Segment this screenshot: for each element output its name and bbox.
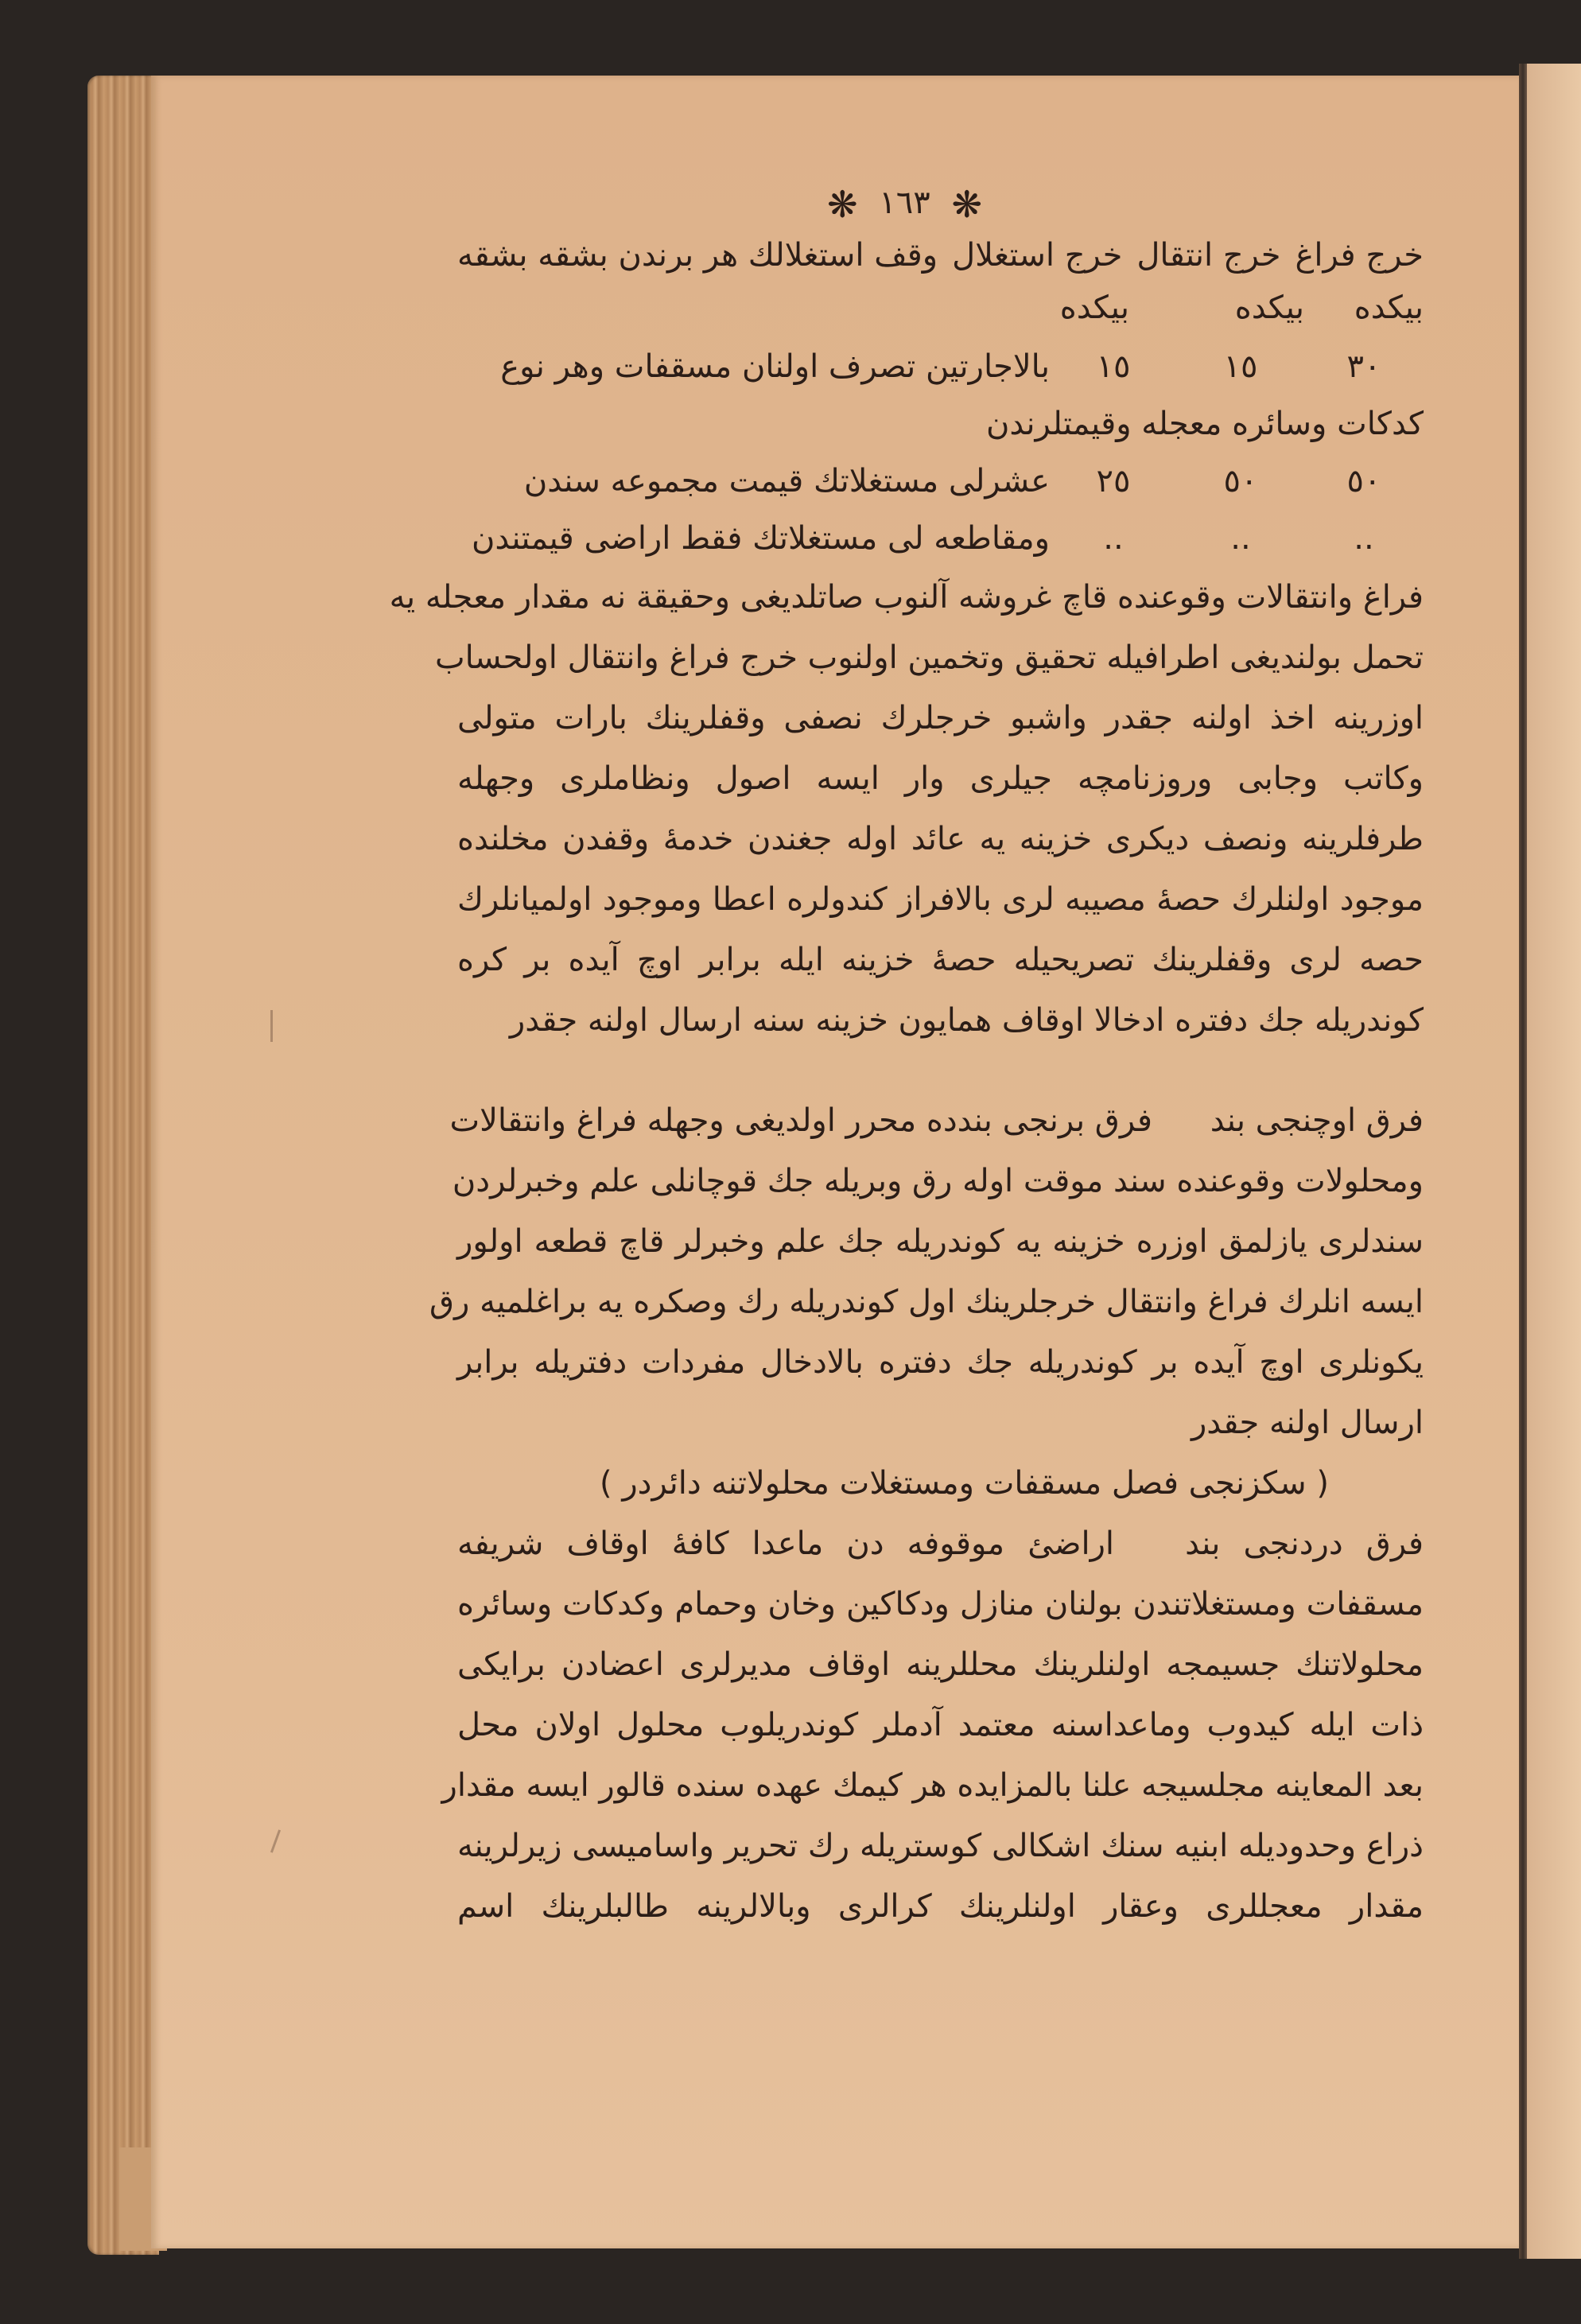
cell-faragh: ..	[1354, 520, 1374, 557]
text-line: مقدار معجللرى وعقار اولنلرينك كرالرى وبالالرينه طالبلرينك اسم	[457, 1888, 1424, 1925]
ornament-icon: ❋	[827, 183, 858, 226]
clause-label: فرق اوچنجى بند	[1210, 1102, 1424, 1139]
table-row	[457, 453, 1424, 510]
article-fourth-clause	[441, 1514, 1424, 1937]
article-third-clause	[429, 1090, 1424, 1453]
paragraph-fees-distribution	[389, 567, 1424, 1051]
ornament-icon: ❋	[951, 183, 982, 226]
page-text-block	[389, 179, 1424, 1937]
spacer	[457, 1051, 1424, 1090]
subheader-unit: بيكده	[1059, 290, 1129, 326]
section-heading: ( سكزنجى فصل مسقفات ومستغلات محلولاتنه دائردر )	[600, 1465, 1329, 1502]
stray-mark	[270, 1010, 273, 1042]
text-line: ايسه انلرك فراغ وانتقال خرجلرينك اول كوندريله رك وصكره يه براغلميه رق	[429, 1284, 1424, 1320]
cell-description: ومقاطعه لى مستغلاتك فقط اراضى قيمتندن	[471, 520, 1050, 557]
table-header	[457, 227, 1424, 284]
header-description: وقف استغلالك هر برندن بشقه بشقه	[457, 237, 938, 274]
cell-istiglal: ١٥	[1096, 348, 1131, 385]
text-line: ذات ايله كيدوب وماعداسنه معتمد آدملر كوندريلوب محلول اولان محل	[457, 1707, 1424, 1743]
text-line: ارسال اولنه جقدر	[1191, 1405, 1424, 1441]
text-line: اوزرينه اخذ اولنه جقدر واشبو خرجلرك نصفى وقفلرينك بارات متولى	[457, 700, 1424, 736]
cell-description: عشرلى مستغلاتك قيمت مجموعه سندن	[523, 463, 1050, 499]
cell-istiglal: ٢٥	[1096, 463, 1131, 499]
cell-istiglal: ..	[1103, 520, 1124, 557]
clause-label: فرق دردنجى بند	[1185, 1525, 1424, 1562]
cell-faragh: ٣٠	[1346, 348, 1381, 385]
text-line: فراغ وانتقالات وقوعنده قاچ غروشه آلنوب صاتلديغى وحقيقة نه مقدار معجله يه	[389, 579, 1424, 616]
clause-text: اراضئ موقوفه دن ماعدا كافهٔ اوقاف شريفه	[457, 1525, 1115, 1562]
clause-text: فرق برنجى بندده محرر اولديغى وجهله فراغ وانتقالات	[449, 1102, 1153, 1139]
text-line: حصه لرى وقفلرينك تصريحيله حصهٔ خزينه ايله برابر اوچ آيده بر كره	[457, 942, 1424, 978]
subheader-unit: بيكده	[1234, 290, 1304, 326]
table-row	[457, 338, 1424, 395]
text-line: تحمل بولنديغى اطرافيله تحقيق وتخمين اولنوب خرج فراغ وانتقال اولحساب	[434, 639, 1424, 676]
page-header	[457, 179, 1352, 227]
text-line: مسقفات ومستغلاتندن بولنان منازل ودكاكين وخان وحمام وكدكات وسائره	[457, 1586, 1424, 1623]
cell-description: بالاجارتين تصرف اولنان مسقفات وهر نوع	[500, 348, 1050, 385]
text-line: موجود اولنلرك حصهٔ مصيبه لرى بالافراز كندولره اعطا وموجود اولميانلرك	[457, 881, 1424, 918]
cell-intikal: ٥٠	[1223, 463, 1258, 499]
header-faragh-fee: خرج فراغ	[1295, 237, 1424, 274]
facing-page-edge	[1527, 64, 1581, 2259]
header-istiglal-fee: خرج استغلال	[952, 237, 1123, 274]
text-line: طرفلرينه ونصف ديكرى خزينه يه عائد اوله جغندن خدمهٔ وقفدن مخلنده	[457, 821, 1424, 857]
text-line: كوندريله جك دفتره ادخالا اوقاف همايون خزينه سنه ارسال اولنه جقدر	[509, 1002, 1424, 1039]
fee-table	[457, 227, 1424, 567]
text-line: يكونلرى اوچ آيده بر كوندريله جك دفتره بالادخال مفردات دفتريله برابر	[457, 1344, 1424, 1381]
text-line: ذراع وحدوديله ابنيه سنك اشكالى كوستريله رك تحرير واساميسى زيرلرينه	[457, 1828, 1424, 1864]
page-stack-edges	[87, 76, 159, 2255]
book-gutter	[1519, 64, 1527, 2259]
text-line: بعد المعاينه مجلسيجه علنا بالمزايده هر كيمك عهده سنده قالور ايسه مقدار	[441, 1767, 1424, 1804]
table-row-continuation: كدكات وسائره معجله وقيمتلرندن	[986, 406, 1424, 442]
text-line: سندلرى يازلمق اوزره خزينه يه كوندريله جك علم وخبرلر قاچ قطعه اولور	[457, 1223, 1424, 1260]
text-line: محلولاتنك جسيمجه اولنلرينك محللرينه اوقاف مديرلرى اعضادن برايكى	[457, 1646, 1424, 1683]
text-line: ومحلولات وقوعنده سند موقت اوله رق وبريله جك قوچانلى علم وخبرلردن	[452, 1163, 1424, 1199]
subheader-unit: بيكده	[1354, 290, 1424, 326]
page-number: ١٦٣	[879, 185, 930, 221]
cell-faragh: ٥٠	[1346, 463, 1381, 499]
header-intikal-fee: خرج انتقال	[1136, 237, 1281, 274]
table-subheader	[457, 284, 1424, 332]
text-line: وكاتب وجابى وروزنامچه جيلرى وار ايسه اصول ونظاملرى وجهله	[457, 760, 1424, 797]
cell-intikal: ١٥	[1223, 348, 1258, 385]
cell-intikal: ..	[1230, 520, 1251, 557]
text-line	[457, 1514, 1424, 1574]
table-row	[457, 510, 1424, 567]
text-line	[449, 1090, 1424, 1151]
